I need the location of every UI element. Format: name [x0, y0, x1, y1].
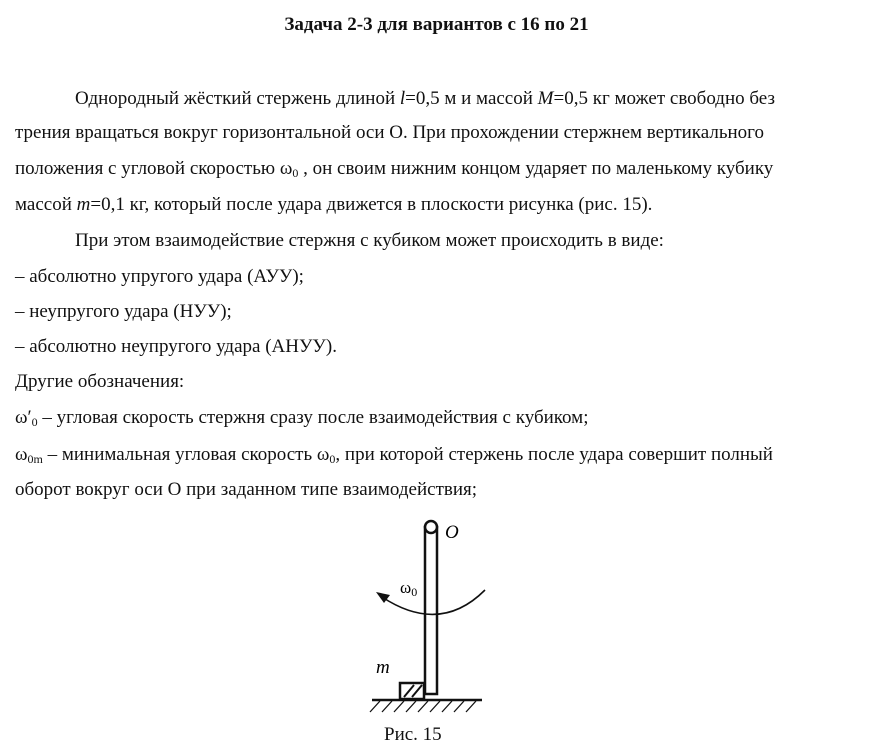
subscript: 0	[31, 415, 38, 429]
text-line	[15, 158, 773, 184]
ground-hatching	[370, 700, 482, 712]
text-segment: – угловая скорость стержня сразу после взаимодействия с кубиком;	[37, 407, 589, 428]
text-line	[15, 266, 304, 288]
text-segment: массой	[15, 194, 77, 215]
subscript: 0	[292, 166, 299, 180]
text-line	[15, 301, 232, 323]
figure-caption: Рис. 15	[384, 724, 442, 745]
text-segment: трения вращаться вокруг горизонтальной оси О. При прохождении стержнем вертикального	[15, 122, 764, 143]
text-line	[15, 336, 337, 358]
text-segment: – абсолютно упругого удара (АУУ);	[15, 266, 304, 287]
text-line	[75, 230, 664, 252]
text-segment: – неупругого удара (НУУ);	[15, 301, 232, 322]
text-segment: ω	[15, 444, 28, 465]
subscript: 0m	[27, 452, 43, 466]
text-segment: , он своим нижним концом ударяет по маленькому кубику	[298, 158, 774, 179]
text-line	[15, 479, 477, 501]
text-line	[15, 407, 589, 433]
mass-label: m	[376, 657, 390, 678]
rod	[425, 527, 437, 694]
text-segment: Другие обозначения:	[15, 371, 185, 392]
text-segment: положения с угловой скоростью ω	[15, 158, 293, 179]
text-segment: ω′	[15, 407, 32, 428]
text-segment: При этом взаимодействие стержня с кубиком может происходить в виде:	[75, 230, 664, 251]
text-segment: =0,5 кг может свободно без	[553, 88, 775, 109]
text-segment: – минимальная угловая скорость ω	[42, 444, 330, 465]
math-variable: m	[76, 194, 91, 215]
text-line	[15, 194, 652, 216]
text-segment: , при которой стержень после удара совершит полный	[335, 444, 773, 465]
text-line	[15, 371, 184, 393]
pivot-o	[425, 521, 437, 533]
figure-rod-diagram	[340, 510, 500, 725]
task-title: Задача 2-3 для вариантов с 16 по 21	[284, 14, 589, 35]
text-segment: =0,5 м и массой	[405, 88, 538, 109]
text-segment: =0,1 кг, который после удара движется в плоскости рисунка (рис. 15).	[90, 194, 653, 215]
axis-label: O	[445, 522, 459, 543]
text-line	[15, 122, 764, 144]
text-line	[75, 88, 775, 110]
math-variable: l	[399, 88, 406, 109]
math-variable: M	[537, 88, 554, 109]
omega-label: ω0	[400, 578, 418, 599]
cube-m	[400, 683, 424, 699]
text-line	[15, 444, 773, 470]
text-segment: Однородный жёсткий стержень длиной	[75, 88, 400, 109]
subscript: 0	[329, 452, 336, 466]
text-segment: – абсолютно неупругого удара (АНУУ).	[15, 336, 337, 357]
text-segment: оборот вокруг оси О при заданном типе взаимодействия;	[15, 479, 478, 500]
